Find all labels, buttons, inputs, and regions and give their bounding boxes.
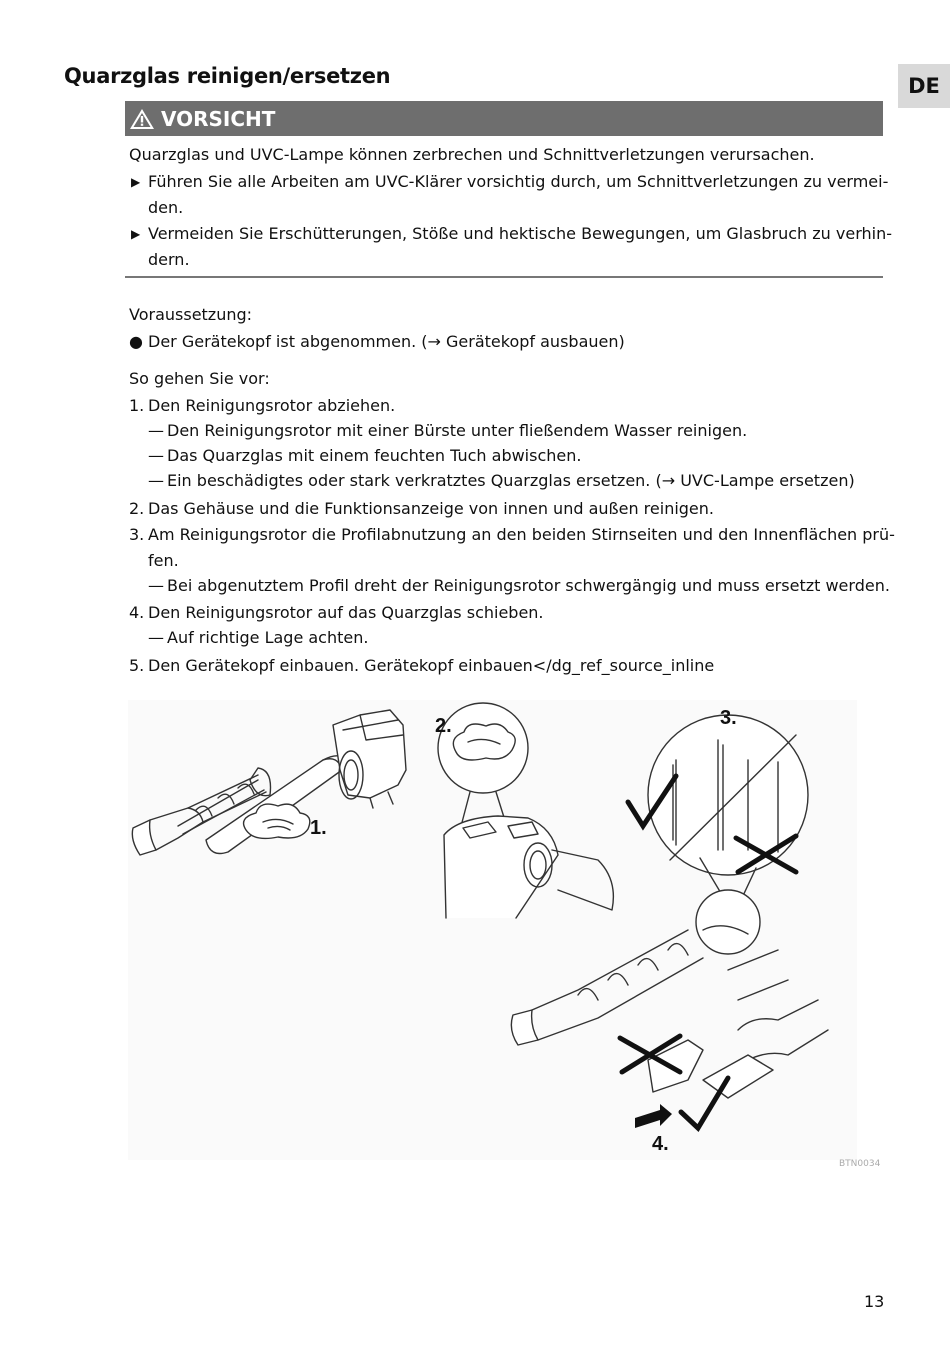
illustration bbox=[128, 700, 857, 1160]
dash-marker: — bbox=[148, 576, 164, 595]
rotor-exploded-drawing bbox=[511, 930, 828, 1098]
step-number: 5. bbox=[129, 656, 145, 675]
page-number: 13 bbox=[864, 1292, 885, 1311]
warning-item-line: Vermeiden Sie Erschütterungen, Stöße und hektische Bewegungen, um Glasbruch zu verhin- bbox=[148, 224, 892, 243]
substep-text: Den Reinigungsrotor mit einer Bürste unter fließendem Wasser reinigen. bbox=[167, 421, 748, 440]
substep-text: Auf richtige Lage achten. bbox=[167, 628, 369, 647]
figure-code: BTN0034 bbox=[839, 1159, 881, 1169]
dash-marker: — bbox=[148, 421, 164, 440]
warning-item-line: Führen Sie alle Arbeiten am UVC-Klärer vorsichtig durch, um Schnittverletzungen zu vermei- bbox=[148, 172, 889, 191]
arrow-bullet-icon: ▶ bbox=[131, 227, 141, 241]
substep-text: Das Quarzglas mit einem feuchten Tuch abwischen. bbox=[167, 446, 582, 465]
cleaning-illustration bbox=[128, 700, 857, 1160]
page-title: Quarzglas reinigen/ersetzen bbox=[64, 64, 391, 88]
procedure-heading: So gehen Sie vor: bbox=[129, 369, 270, 388]
profile-detail-drawing bbox=[648, 715, 808, 954]
check-mark-icon bbox=[681, 1078, 728, 1128]
substep-text: Bei abgenutztem Profil dreht der Reinigungsrotor schwergängig und muss ersetzt werden. bbox=[167, 576, 890, 595]
step-label-1: 1. bbox=[310, 817, 327, 839]
arrow-bullet-icon: ▶ bbox=[131, 175, 141, 189]
warning-divider bbox=[125, 276, 883, 278]
step-label-3: 3. bbox=[720, 707, 737, 729]
housing-drawing bbox=[444, 816, 613, 918]
language-tab: DE bbox=[898, 64, 950, 108]
step-text-continued: fen. bbox=[148, 551, 179, 570]
step-text: Den Gerätekopf einbauen. Gerätekopf einbauen</dg_ref_source_inline bbox=[148, 656, 715, 675]
warning-banner bbox=[125, 101, 883, 136]
warning-item-line: den. bbox=[148, 198, 184, 217]
dash-marker: — bbox=[148, 628, 164, 647]
step-number: 1. bbox=[129, 396, 145, 415]
step-label-2: 2. bbox=[435, 715, 452, 737]
step-number: 3. bbox=[129, 525, 145, 544]
step-number: 4. bbox=[129, 603, 145, 622]
warning-label: VORSICHT bbox=[161, 106, 276, 131]
prerequisite-item: Der Gerätekopf ist abgenommen. (→ Gerätekopf ausbauen) bbox=[148, 332, 625, 351]
step-text: Am Reinigungsrotor die Profilabnutzung an den beiden Stirnseiten und den Innenflächen prü- bbox=[148, 525, 895, 544]
dash-marker: — bbox=[148, 471, 164, 490]
step-text: Den Reinigungsrotor abziehen. bbox=[148, 396, 396, 415]
warning-item-line: dern. bbox=[148, 250, 190, 269]
prerequisite-heading: Voraussetzung: bbox=[129, 305, 253, 324]
step-label-4: 4. bbox=[652, 1133, 669, 1155]
step-text: Den Reinigungsrotor auf das Quarzglas schieben. bbox=[148, 603, 544, 622]
warning-triangle-icon bbox=[129, 108, 155, 130]
device-head-drawing bbox=[333, 710, 406, 808]
push-arrow-icon bbox=[635, 1104, 672, 1128]
bullet-dot: ● bbox=[129, 332, 143, 351]
substep-text: Ein beschädigtes oder stark verkratztes Quarzglas ersetzen. (→ UVC-Lampe ersetzen) bbox=[167, 471, 855, 490]
step-number: 2. bbox=[129, 499, 145, 518]
dash-marker: — bbox=[148, 446, 164, 465]
warning-text: Quarzglas und UVC-Lampe können zerbrechen und Schnittverletzungen verursachen. bbox=[129, 145, 815, 164]
step-text: Das Gehäuse und die Funktionsanzeige von innen und außen reinigen. bbox=[148, 499, 714, 518]
